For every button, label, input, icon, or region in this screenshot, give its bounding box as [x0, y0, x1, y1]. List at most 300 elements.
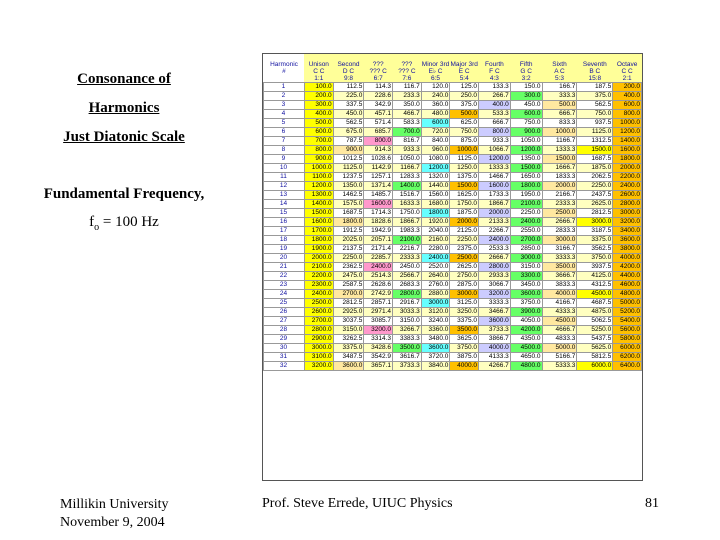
- table-cell: 1257.1: [364, 173, 393, 182]
- table-row: [264, 254, 642, 263]
- table-cell: 3125.0: [450, 299, 479, 308]
- column-header: 15:8: [577, 75, 613, 83]
- table-cell: 2025.0: [333, 236, 364, 245]
- table-cell: 1000.0: [613, 119, 642, 128]
- table-cell: 3360.0: [421, 326, 450, 335]
- table-cell: 1828.6: [364, 218, 393, 227]
- table-cell: 3033.3: [393, 308, 422, 317]
- table-cell: 4800.0: [613, 290, 642, 299]
- column-header: A C: [542, 68, 577, 75]
- harmonic-number: 7: [264, 137, 305, 146]
- table-cell: 562.5: [333, 119, 364, 128]
- table-row: [264, 101, 642, 110]
- table-cell: 600.0: [421, 119, 450, 128]
- table-cell: 2925.0: [333, 308, 364, 317]
- table-cell: 787.5: [333, 137, 364, 146]
- table-cell: 114.3: [364, 83, 393, 92]
- table-cell: 1750.0: [450, 200, 479, 209]
- table-cell: 1687.5: [577, 155, 613, 164]
- column-header: 2:1: [613, 75, 642, 83]
- table-cell: 1875.0: [577, 164, 613, 173]
- table-cell: 2933.3: [479, 272, 511, 281]
- column-header: Octave: [613, 54, 642, 68]
- table-cell: 3750.0: [510, 299, 542, 308]
- table-cell: 2600.0: [613, 191, 642, 200]
- table-cell: 1200.0: [304, 182, 333, 191]
- column-header: C C: [613, 68, 642, 75]
- table-cell: 2250.0: [450, 236, 479, 245]
- harmonic-number: 20: [264, 254, 305, 263]
- column-header: D C: [333, 68, 364, 75]
- table-cell: 3720.0: [421, 353, 450, 362]
- table-cell: 2666.7: [542, 218, 577, 227]
- table-cell: 2125.0: [450, 227, 479, 236]
- table-cell: 2600.0: [304, 308, 333, 317]
- table-cell: 2700.0: [304, 317, 333, 326]
- table-cell: 450.0: [333, 110, 364, 119]
- table-cell: 3466.7: [479, 308, 511, 317]
- table-cell: 4000.0: [613, 254, 642, 263]
- table-cell: 2400.0: [510, 218, 542, 227]
- table-cell: 4400.0: [613, 272, 642, 281]
- header-row: [264, 54, 642, 68]
- table-cell: 6400.0: [613, 362, 642, 371]
- table-row: [264, 335, 642, 344]
- table-cell: 1983.3: [393, 227, 422, 236]
- table-cell: 1066.7: [479, 146, 511, 155]
- table-cell: 3400.0: [613, 227, 642, 236]
- harmonic-number: 6: [264, 128, 305, 137]
- table-cell: 3750.0: [577, 254, 613, 263]
- table-cell: 1500.0: [577, 146, 613, 155]
- table-cell: 3120.0: [421, 308, 450, 317]
- table-cell: 1333.3: [479, 164, 511, 173]
- footer-institution-date: [60, 496, 169, 532]
- harmonic-number: 4: [264, 110, 305, 119]
- table-cell: 2040.0: [421, 227, 450, 236]
- table-cell: 700.0: [393, 128, 422, 137]
- table-cell: 375.0: [450, 101, 479, 110]
- table-cell: 337.5: [333, 101, 364, 110]
- table-cell: 3600.0: [333, 362, 364, 371]
- table-cell: 1800.0: [304, 236, 333, 245]
- f-subscript: o: [94, 222, 100, 233]
- table-cell: 2566.7: [393, 272, 422, 281]
- column-header: Fifth: [510, 54, 542, 68]
- table-cell: 3875.0: [450, 353, 479, 362]
- column-header: C C: [304, 68, 333, 75]
- table-row: [264, 164, 642, 173]
- footer-institution: Millikin University: [60, 497, 169, 512]
- column-header: 5:4: [450, 75, 479, 83]
- table-cell: 2285.7: [364, 254, 393, 263]
- fundamental-frequency-value: [0, 214, 248, 233]
- table-cell: 2000.0: [542, 182, 577, 191]
- column-header: Fourth: [479, 54, 511, 68]
- table-cell: 1800.0: [613, 155, 642, 164]
- f-value: = 100 Hz: [99, 214, 159, 230]
- table-cell: 2437.5: [577, 191, 613, 200]
- table-cell: 400.0: [613, 92, 642, 101]
- table-cell: 5800.0: [613, 335, 642, 344]
- table-cell: 1600.0: [479, 182, 511, 191]
- table-cell: 112.5: [333, 83, 364, 92]
- table-cell: 3500.0: [542, 263, 577, 272]
- table-cell: 2520.0: [421, 263, 450, 272]
- table-cell: 1560.0: [421, 191, 450, 200]
- table-row: [264, 137, 642, 146]
- table-cell: 116.7: [393, 83, 422, 92]
- column-header: [264, 75, 305, 83]
- table-cell: 1466.7: [479, 173, 511, 182]
- table-cell: 1866.7: [479, 200, 511, 209]
- table-cell: 3750.0: [450, 344, 479, 353]
- table-cell: 750.0: [577, 110, 613, 119]
- table-cell: 2475.0: [333, 272, 364, 281]
- column-header: ???: [393, 54, 422, 68]
- table-cell: 4166.7: [542, 299, 577, 308]
- table-cell: 1371.4: [364, 182, 393, 191]
- table-cell: 4000.0: [450, 362, 479, 371]
- table-cell: 3375.0: [577, 236, 613, 245]
- table-cell: 1028.6: [364, 155, 393, 164]
- table-cell: 240.0: [421, 92, 450, 101]
- table-row: [264, 326, 642, 335]
- harmonic-number: 23: [264, 281, 305, 290]
- table-cell: 3333.3: [479, 299, 511, 308]
- table-cell: 1633.3: [393, 200, 422, 209]
- header-row: [264, 68, 642, 75]
- table-cell: 583.3: [393, 119, 422, 128]
- table-cell: 2000.0: [479, 209, 511, 218]
- column-header: 5:3: [542, 75, 577, 83]
- table-cell: 1462.5: [333, 191, 364, 200]
- table-cell: 333.3: [542, 92, 577, 101]
- table-cell: 4050.0: [510, 317, 542, 326]
- table-cell: 2000.0: [450, 218, 479, 227]
- slide-title-consonance: Consonance of: [77, 71, 171, 87]
- table-cell: 600.0: [613, 101, 642, 110]
- table-cell: 2875.0: [450, 281, 479, 290]
- table-cell: 120.0: [421, 83, 450, 92]
- table-cell: 914.3: [364, 146, 393, 155]
- table-cell: 457.1: [364, 110, 393, 119]
- table-cell: 2450.0: [393, 263, 422, 272]
- table-cell: 2200.0: [613, 173, 642, 182]
- table-cell: 800.0: [304, 146, 333, 155]
- table-row: [264, 281, 642, 290]
- table-cell: 3266.7: [393, 326, 422, 335]
- table-cell: 2760.0: [421, 281, 450, 290]
- table-cell: 1125.0: [577, 128, 613, 137]
- harmonic-number: 13: [264, 191, 305, 200]
- table-cell: 937.5: [577, 119, 613, 128]
- table-cell: 1050.0: [510, 137, 542, 146]
- table-cell: 2100.0: [304, 263, 333, 272]
- table-cell: 100.0: [304, 83, 333, 92]
- table-cell: 2625.0: [577, 200, 613, 209]
- table-cell: 562.5: [577, 101, 613, 110]
- harmonic-number: 16: [264, 218, 305, 227]
- table-cell: 5437.5: [577, 335, 613, 344]
- harmonic-number: 5: [264, 119, 305, 128]
- table-row: [264, 128, 642, 137]
- column-header: E C: [450, 68, 479, 75]
- table-cell: 4833.3: [542, 335, 577, 344]
- table-row: [264, 119, 642, 128]
- table-cell: 1400.0: [613, 137, 642, 146]
- table-cell: 5200.0: [613, 308, 642, 317]
- table-cell: 3666.7: [542, 272, 577, 281]
- table-cell: 4000.0: [479, 344, 511, 353]
- table-cell: 1375.0: [450, 173, 479, 182]
- table-row: [264, 299, 642, 308]
- table-cell: 3600.0: [421, 344, 450, 353]
- table-cell: 200.0: [613, 83, 642, 92]
- page-number: 81: [645, 496, 659, 511]
- table-cell: 1666.7: [542, 164, 577, 173]
- table-cell: 1600.0: [364, 200, 393, 209]
- table-cell: 1000.0: [304, 164, 333, 173]
- table-cell: 1320.0: [421, 173, 450, 182]
- table-cell: 1350.0: [510, 155, 542, 164]
- table-cell: 1500.0: [542, 155, 577, 164]
- table-cell: 150.0: [510, 83, 542, 92]
- table-cell: 1100.0: [304, 173, 333, 182]
- harmonic-number: 11: [264, 173, 305, 182]
- table-cell: 3600.0: [613, 236, 642, 245]
- table-cell: 187.5: [577, 83, 613, 92]
- table-cell: 2640.0: [421, 272, 450, 281]
- table-cell: 3000.0: [304, 344, 333, 353]
- column-header: Sixth: [542, 54, 577, 68]
- table-cell: 1237.5: [333, 173, 364, 182]
- table-cell: 2683.3: [393, 281, 422, 290]
- table-cell: 666.7: [479, 119, 511, 128]
- table-cell: 166.7: [542, 83, 577, 92]
- table-cell: 2812.5: [333, 299, 364, 308]
- table-cell: 625.0: [450, 119, 479, 128]
- table-cell: 125.0: [450, 83, 479, 92]
- table-cell: 1200.0: [421, 164, 450, 173]
- table-cell: 3833.3: [542, 281, 577, 290]
- table-cell: 2250.0: [510, 209, 542, 218]
- table-cell: 5250.0: [577, 326, 613, 335]
- table-cell: 1920.0: [421, 218, 450, 227]
- table-cell: 3200.0: [304, 362, 333, 371]
- table-cell: 2171.4: [364, 245, 393, 254]
- table-cell: 4200.0: [613, 263, 642, 272]
- table-cell: 2137.5: [333, 245, 364, 254]
- table-cell: 900.0: [510, 128, 542, 137]
- table-cell: 3562.5: [577, 245, 613, 254]
- column-header: 6:5: [421, 75, 450, 83]
- table-cell: 1300.0: [304, 191, 333, 200]
- table-cell: 5600.0: [613, 326, 642, 335]
- table-cell: 2800.0: [393, 290, 422, 299]
- header-row: [264, 75, 642, 83]
- table-cell: 3428.6: [364, 344, 393, 353]
- table-cell: 2971.4: [364, 308, 393, 317]
- table-cell: 3000.0: [510, 254, 542, 263]
- harmonic-number: 2: [264, 92, 305, 101]
- table-cell: 2160.0: [421, 236, 450, 245]
- table-cell: 2500.0: [304, 299, 333, 308]
- footer-author: Prof. Steve Errede, UIUC Physics: [262, 496, 453, 511]
- table-cell: 1625.0: [450, 191, 479, 200]
- column-header: Minor 3rd: [421, 54, 450, 68]
- table-cell: 1912.5: [333, 227, 364, 236]
- table-cell: 1833.3: [542, 173, 577, 182]
- table-cell: 2133.3: [479, 218, 511, 227]
- f-symbol: f: [89, 214, 95, 230]
- table-cell: 2880.0: [421, 290, 450, 299]
- table-row: [264, 146, 642, 155]
- table-cell: 1485.7: [364, 191, 393, 200]
- table-cell: 1200.0: [479, 155, 511, 164]
- footer-date: November 9, 2004: [60, 515, 165, 530]
- table-cell: 2200.0: [304, 272, 333, 281]
- table-cell: 3733.3: [479, 326, 511, 335]
- table-cell: 1866.7: [393, 218, 422, 227]
- table-row: [264, 173, 642, 182]
- table-cell: 480.0: [421, 110, 450, 119]
- table-cell: 933.3: [393, 146, 422, 155]
- table-cell: 3487.5: [333, 353, 364, 362]
- table-cell: 875.0: [450, 137, 479, 146]
- column-header: Unison: [304, 54, 333, 68]
- table-row: [264, 209, 642, 218]
- table-cell: 960.0: [421, 146, 450, 155]
- harmonic-number: 19: [264, 245, 305, 254]
- table-cell: 2916.7: [393, 299, 422, 308]
- table-cell: 2812.5: [577, 209, 613, 218]
- table-cell: 228.6: [364, 92, 393, 101]
- table-cell: 3100.0: [304, 353, 333, 362]
- table-cell: 1575.0: [333, 200, 364, 209]
- table-cell: 1125.0: [450, 155, 479, 164]
- column-header: Seventh: [577, 54, 613, 68]
- harmonic-number: 24: [264, 290, 305, 299]
- table-cell: 3037.5: [333, 317, 364, 326]
- table-cell: 685.7: [364, 128, 393, 137]
- table-cell: 200.0: [304, 92, 333, 101]
- table-row: [264, 83, 642, 92]
- harmonic-number: 17: [264, 227, 305, 236]
- table-cell: 3542.9: [364, 353, 393, 362]
- table-cell: 2062.5: [577, 173, 613, 182]
- table-cell: 233.3: [393, 92, 422, 101]
- column-header: ??? C: [364, 68, 393, 75]
- table-cell: 1440.0: [421, 182, 450, 191]
- table-cell: 3150.0: [393, 317, 422, 326]
- table-cell: 450.0: [510, 101, 542, 110]
- table-cell: 3866.7: [479, 335, 511, 344]
- table-cell: 4125.0: [577, 272, 613, 281]
- table-cell: 2857.1: [364, 299, 393, 308]
- table-row: [264, 344, 642, 353]
- table-cell: 1125.0: [333, 164, 364, 173]
- table-cell: 5400.0: [613, 317, 642, 326]
- column-header: Second: [333, 54, 364, 68]
- table-cell: 500.0: [304, 119, 333, 128]
- column-header: Major 3rd: [450, 54, 479, 68]
- table-cell: 1733.3: [479, 191, 511, 200]
- column-header: Harmonic: [264, 54, 305, 68]
- table-cell: 2514.3: [364, 272, 393, 281]
- table-row: [264, 227, 642, 236]
- harmonic-number: 15: [264, 209, 305, 218]
- table-cell: 2166.7: [542, 191, 577, 200]
- table-cell: 2800.0: [613, 200, 642, 209]
- table-row: [264, 236, 642, 245]
- table-cell: 6000.0: [577, 362, 613, 371]
- table-cell: 1800.0: [510, 182, 542, 191]
- table-cell: 3600.0: [510, 290, 542, 299]
- table-row: [264, 290, 642, 299]
- table-cell: 133.3: [479, 83, 511, 92]
- table-cell: 3166.7: [542, 245, 577, 254]
- table-cell: 750.0: [510, 119, 542, 128]
- fundamental-frequency-label: Fundamental Frequency,: [43, 186, 205, 202]
- table-cell: 2742.9: [364, 290, 393, 299]
- table-cell: 1800.0: [333, 218, 364, 227]
- table-row: [264, 200, 642, 209]
- table-cell: 1333.3: [542, 146, 577, 155]
- table-cell: 3937.5: [577, 263, 613, 272]
- table-row: [264, 353, 642, 362]
- table-cell: 3800.0: [613, 245, 642, 254]
- column-header: E♭ C: [421, 68, 450, 75]
- table-cell: 3375.0: [450, 317, 479, 326]
- table-cell: 600.0: [510, 110, 542, 119]
- column-header: G C: [510, 68, 542, 75]
- table-row: [264, 218, 642, 227]
- table-cell: 1000.0: [450, 146, 479, 155]
- table-cell: 4000.0: [542, 290, 577, 299]
- table-cell: 3200.0: [613, 218, 642, 227]
- table-row: [264, 308, 642, 317]
- table-cell: 4333.3: [542, 308, 577, 317]
- table-cell: 2300.0: [304, 281, 333, 290]
- table-cell: 3450.0: [510, 281, 542, 290]
- table-cell: 3200.0: [364, 326, 393, 335]
- harmonics-consonance-table: [262, 53, 643, 481]
- table-cell: 3333.3: [542, 254, 577, 263]
- table-cell: 1950.0: [510, 191, 542, 200]
- table-cell: 2750.0: [450, 272, 479, 281]
- table-cell: 2333.3: [542, 200, 577, 209]
- column-header: B C: [577, 68, 613, 75]
- table-cell: 2266.7: [479, 227, 511, 236]
- table-cell: 3900.0: [510, 308, 542, 317]
- table-cell: 3000.0: [450, 290, 479, 299]
- table-cell: 2400.0: [613, 182, 642, 191]
- harmonic-number: 31: [264, 353, 305, 362]
- table-cell: 2533.3: [479, 245, 511, 254]
- harmonic-number: 12: [264, 182, 305, 191]
- table-cell: 1200.0: [613, 128, 642, 137]
- table-cell: 4687.5: [577, 299, 613, 308]
- table-cell: 3066.7: [479, 281, 511, 290]
- table-cell: 500.0: [450, 110, 479, 119]
- table-cell: 750.0: [450, 128, 479, 137]
- table-cell: 1400.0: [393, 182, 422, 191]
- table-cell: 840.0: [421, 137, 450, 146]
- table-cell: 600.0: [304, 128, 333, 137]
- table-cell: 2800.0: [479, 263, 511, 272]
- column-header: 7:6: [393, 75, 422, 83]
